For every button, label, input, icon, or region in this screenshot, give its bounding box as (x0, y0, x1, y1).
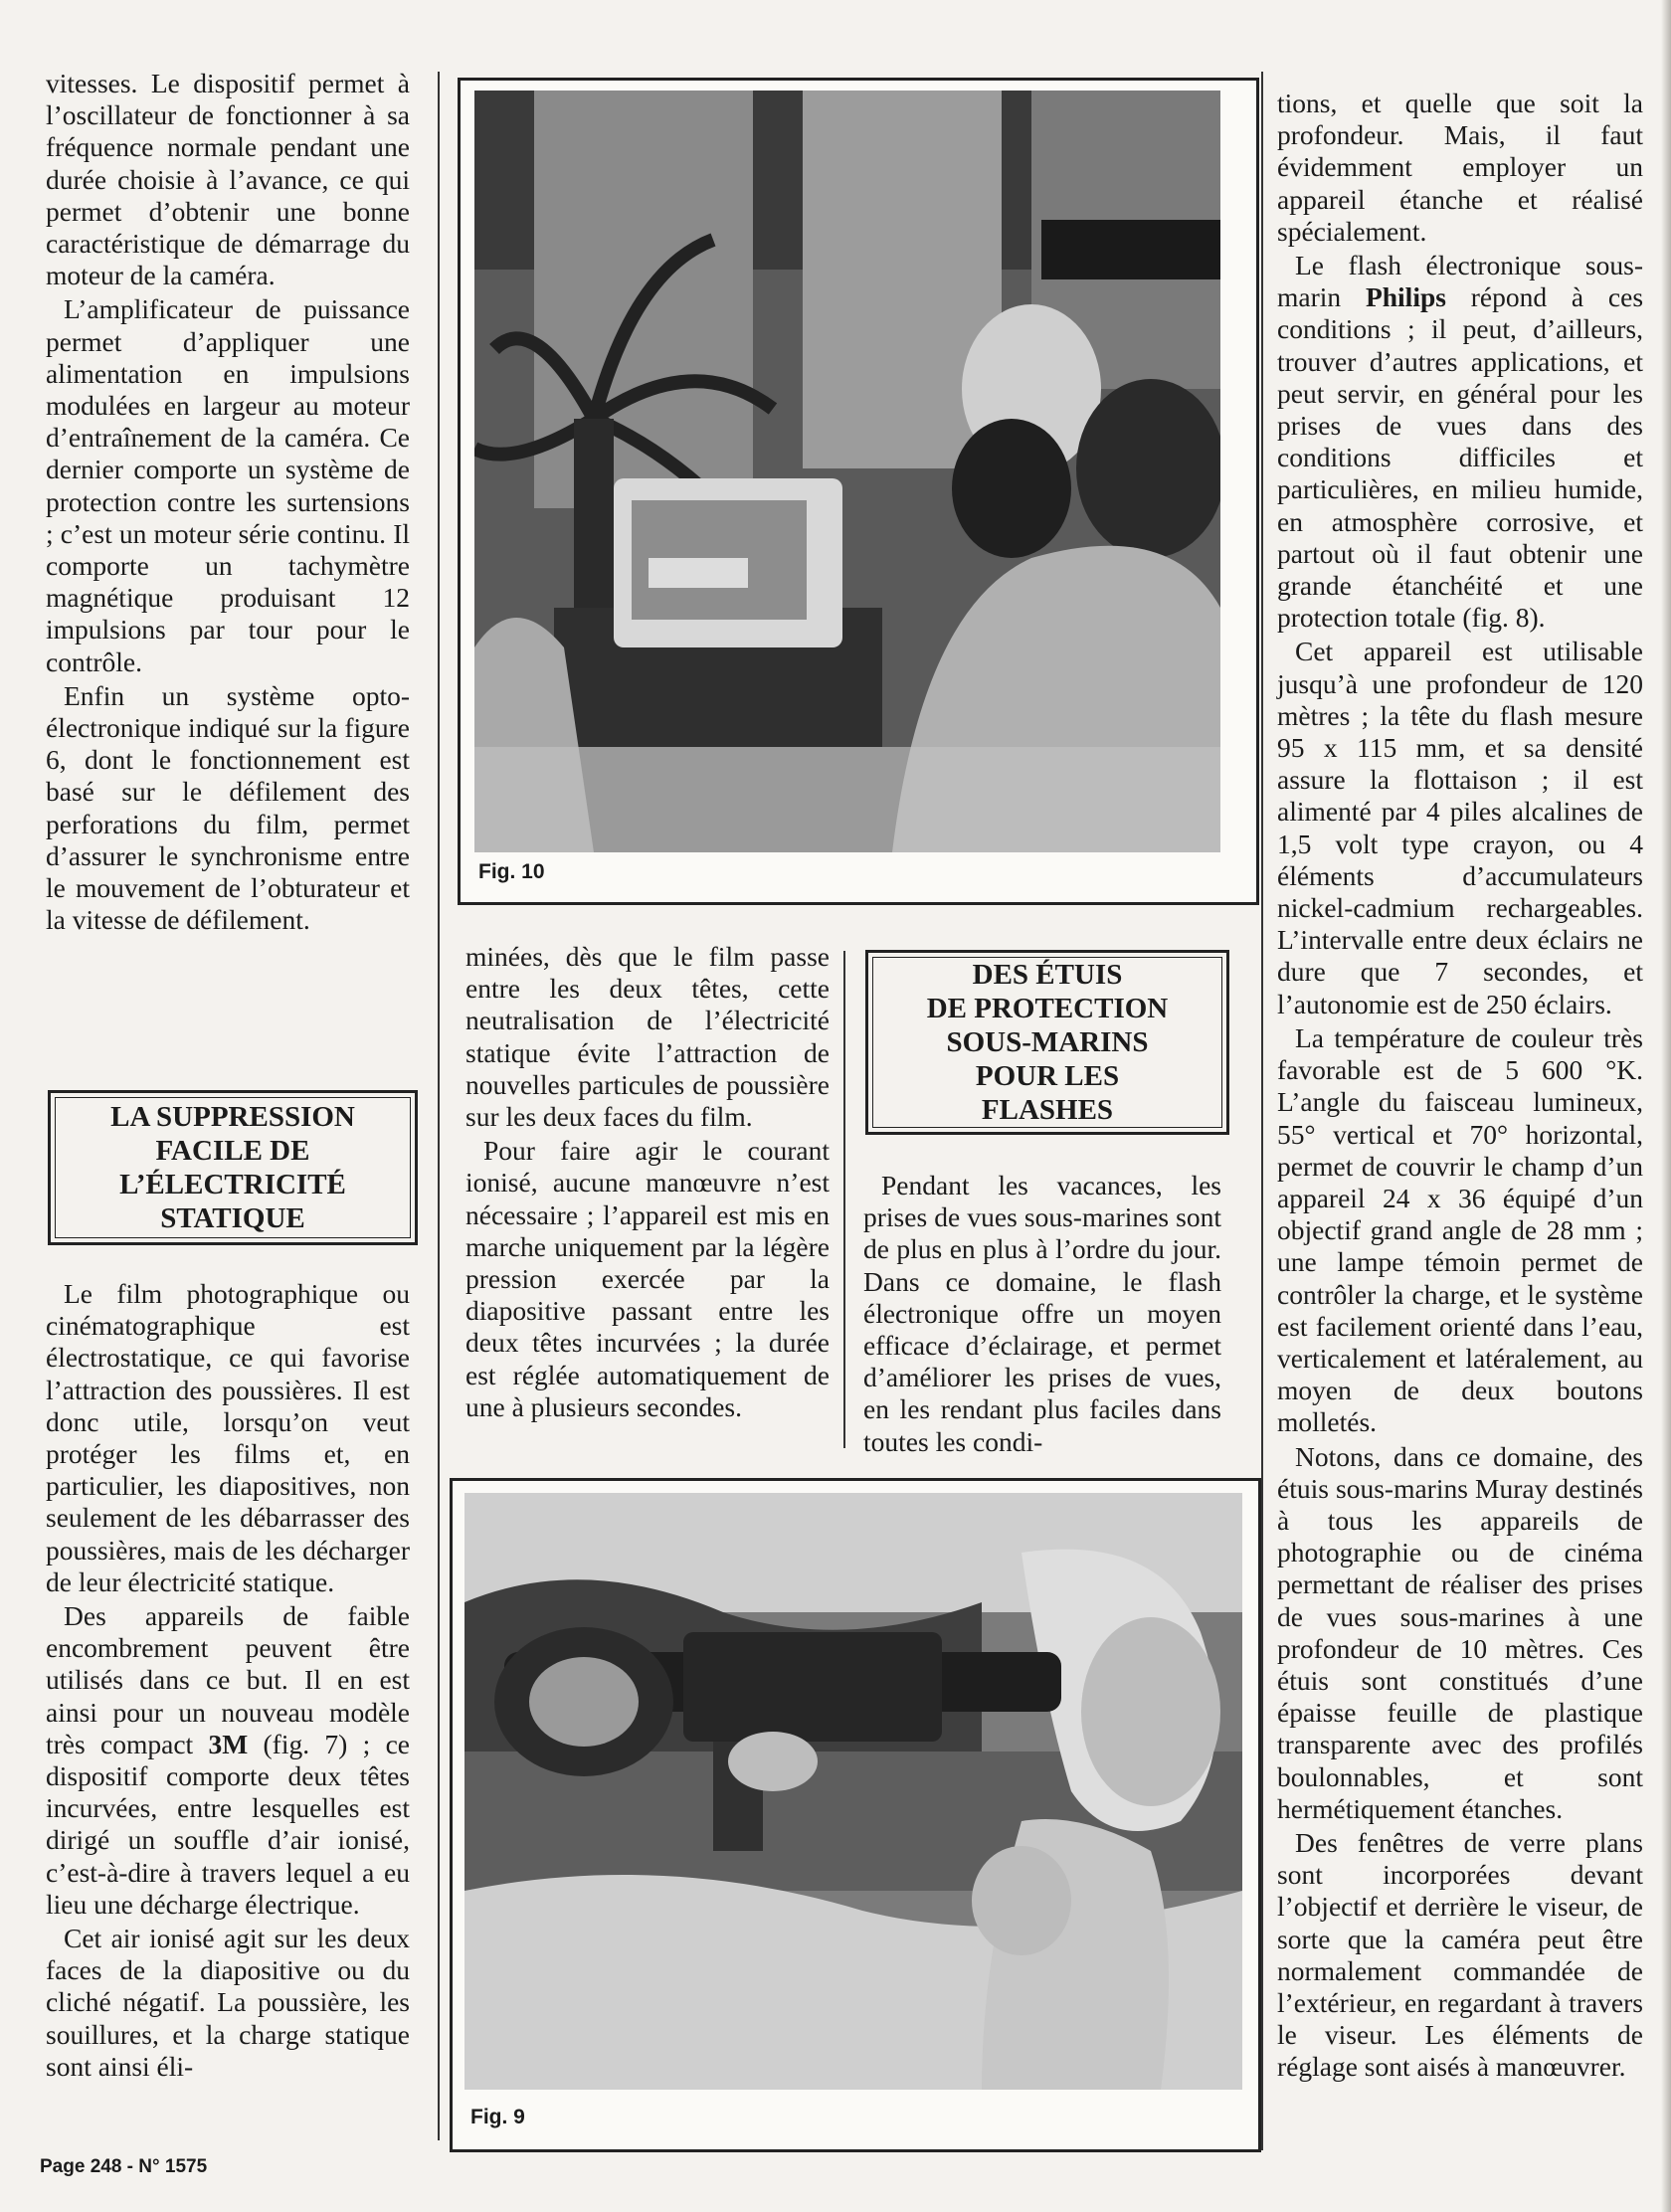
figure-10 (458, 78, 1259, 905)
paragraph: tions, et quelle que soit la profondeur. Mais, il faut évidemment employer un appareil étanche et réalisé spécialement. (1277, 88, 1643, 247)
paragraph (1277, 250, 1643, 634)
column-rule (1261, 72, 1263, 2150)
heading-text: LA SUPPRESSION FACILE DE L’ÉLECTRICITÉ STATIQUE (110, 1101, 355, 1234)
paragraph: L’amplificateur de puissance permet d’appliquer une alimentation en impulsions modulées en largeur au moteur d’entraînement de la caméra. Ce dernier comporte un système de protection contre les surtensions ; c’est un moteur série continu. Il comporte un tachymètre magnétique produisant 12 impulsions par tour pour le contrôle. (46, 293, 410, 677)
middle-column (465, 941, 830, 1423)
left-column-top (46, 68, 410, 936)
page-edge-shadow (1661, 0, 1671, 2212)
paragraph: Pendant les vacances, les prises de vues sous-marines sont de plus en plus à l’ordre du jour. Dans ce domaine, le flash électronique offre un moyen efficace d’éclairage, et permet d’améliorer les prises de vues, en les rendant plus faciles dans toutes les condi- (863, 1170, 1221, 1457)
paragraph: Notons, dans ce domaine, des étuis sous-marins Muray destinés à tous les appareils de photographie ou de cinéma permettant de réaliser des prises de vues sous-marines à une profondeur de 10 mètres. Ces étuis sont constitués d’une épaisse feuille de plastique transparente avec des profilés boulonnables, et sont hermétiquement étanches. (1277, 1440, 1643, 1824)
paragraph (46, 1600, 410, 1921)
paragraph: Le film photographique ou cinématographique est électrostatique, ce qui favorise l’attraction des poussières. Il est donc utile, lorsqu’on veut protéger les films et, en particulier, les diapositives, non seulement de les débarrasser des poussières, mais de les décharger de leur électricité statique. (46, 1278, 410, 1597)
left-column-bottom (46, 1278, 410, 2083)
figure-caption: Fig. 10 (478, 860, 545, 883)
column-rule (843, 951, 845, 1448)
page-footer: Page 248 - N° 1575 (40, 2156, 208, 2177)
paragraph: Des fenêtres de verre plans sont incorporées devant l’objectif et derrière le viseur, de sorte que la caméra peut être normalement commandée de l’extérieur, en regardant à travers le viseur. Les éléments de réglage sont aisés à manœuvrer. (1277, 1826, 1643, 2083)
center-column (863, 1170, 1221, 1458)
paragraph: Cet air ionisé agit sur les deux faces de la diapositive ou du cliché négatif. La poussière, les souillures, et la charge statique sont ainsi éli- (46, 1923, 410, 2082)
paragraph: vitesses. Le dispositif permet à l’oscillateur de fonctionner à sa fréquence normale pendant une durée choisie à l’avance, ce qui permet d’obtenir une bonne caractéristique de démarrage du moteur de la caméra. (46, 68, 410, 291)
paragraph-text: Des appareils de faible encombrement peuvent être utilisés dans ce but. Il en est ainsi pour un nouveau modèle très compact (46, 1600, 410, 1759)
paragraph: minées, dès que le film passe entre les deux têtes, cette neutralisation de l’électricité statique évite l’attraction de nouvelles particules de poussière sur les deux faces du film. (465, 941, 830, 1133)
paragraph: La température de couleur très favorable est de 5 600 °K. L’angle du faisceau lumineux, 55° vertical et 70° horizontal, permet de couvrir le champ d’un appareil 24 x 36 équipé d’un objectif grand angle de 28 mm ; une lampe témoin permet de contrôler la charge, et le système est facilement orienté dans l’eau, verticalement et latéralement, au moyen de deux boutons molletés. (1277, 1021, 1643, 1438)
column-rule (438, 72, 440, 2140)
section-heading-flashes (865, 950, 1229, 1135)
paragraph: Pour faire agir le courant ionisé, aucune manœuvre n’est nécessaire ; l’appareil est mis en marche uniquement par la légère pression exercée par la diapositive passant entre les deux têtes incurvées ; la durée est réglée automatiquement de une à plusieurs secondes. (465, 1135, 830, 1422)
figure-9 (450, 1478, 1261, 2152)
right-column (1277, 88, 1643, 2084)
section-heading-static (48, 1090, 418, 1245)
paragraph-text: (fig. 7) ; ce dispositif comporte deux têtes incurvées, entre lesquelles est dirigé un souffle d’air ionisé, c’est-à-dire à travers lequel a eu lieu une décharge électrique. (46, 1728, 410, 1920)
paragraph: Cet appareil est utilisable jusqu’à une profondeur de 120 mètres ; la tête du flash mesure 95 x 115 mm, et sa densité assure la flottaison ; il est alimenté par 4 piles alcalines de 1,5 volt type crayon, ou 4 éléments d’accumulateurs nickel-cadmium rechargeables. L’intervalle entre deux éclairs ne dure que 7 secondes, et l’autonomie est de 250 éclairs. (1277, 636, 1643, 1019)
photo-family-watching-tv (474, 91, 1220, 852)
figure-caption: Fig. 9 (470, 2106, 525, 2128)
paragraph-text: Le flash électronique sous-marin (1277, 250, 1643, 313)
brand-philips: Philips (1365, 281, 1446, 313)
brand-3m: 3M (208, 1728, 249, 1759)
paragraph-text: répond à ces conditions ; il peut, d’ailleurs, trouver d’autres applications, et peut servir, en général pour les prises de vues dans des conditions difficiles et particulières, en milieu humide, en atmosphère corrosive, et partout où il faut obtenir une grande étanchéité et une protection totale (fig. 8). (1277, 281, 1644, 634)
photo-woman-with-camera (464, 1493, 1242, 2090)
heading-text: DES ÉTUIS DE PROTECTION SOUS-MARINS POUR LES FLASHES (926, 959, 1169, 1126)
paragraph: Enfin un système opto-électronique indiqué sur la figure 6, dont le fonctionnement est basé sur le défilement des perforations du film, permet d’assurer le synchronisme entre le mouvement de l’obturateur et la vitesse de défilement. (46, 679, 410, 936)
